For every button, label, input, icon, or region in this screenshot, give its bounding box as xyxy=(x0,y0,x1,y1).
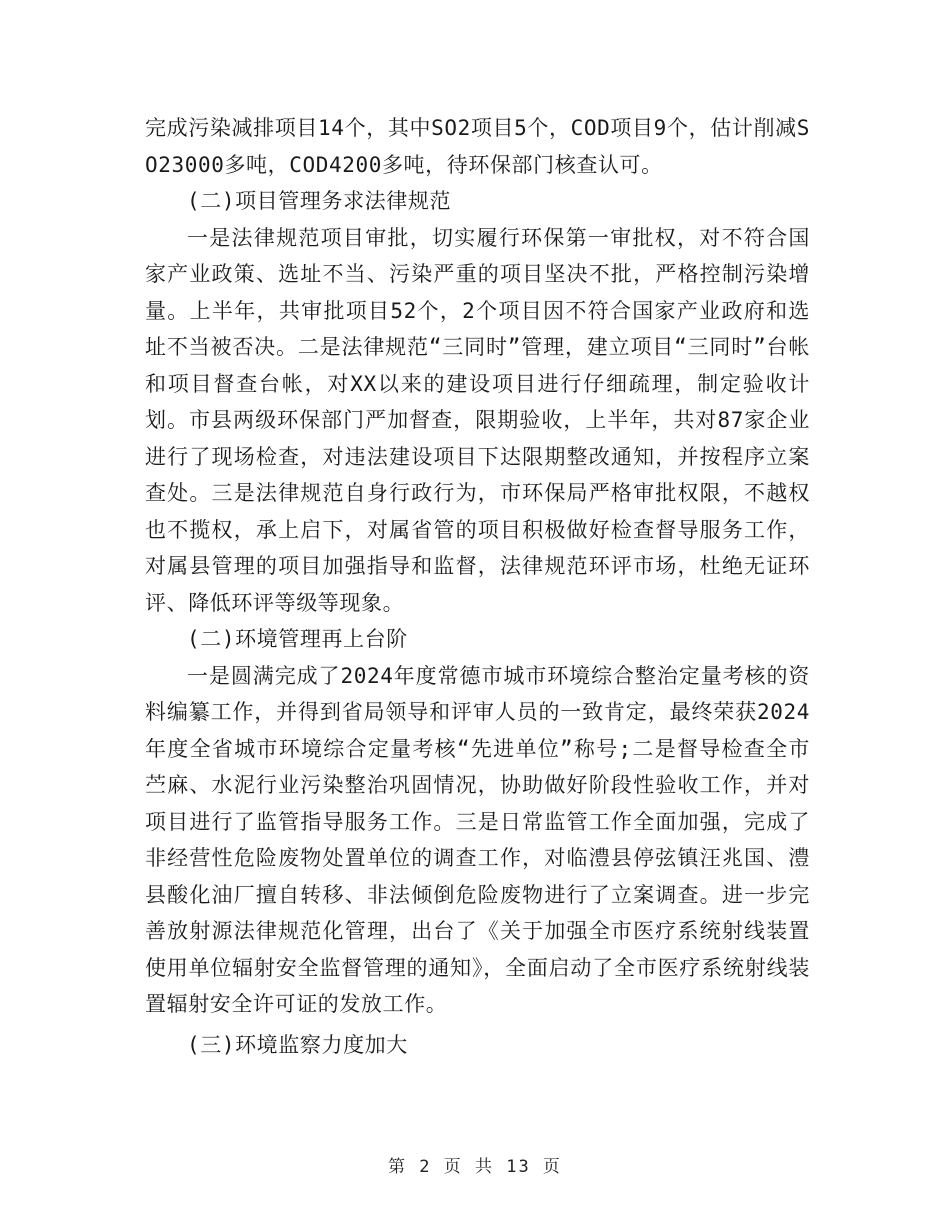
page-number-footer: 第 2 页 共 13 页 xyxy=(388,1157,562,1177)
section-heading: (二)环境管理再上台阶 xyxy=(187,627,408,651)
document-body xyxy=(145,110,810,1063)
paragraph-body: 完成污染减排项目14个，其中SO2项目5个，COD项目9个，估计削减SO23000多吨，COD4200多吨，待环保部门核查认可。 xyxy=(145,116,810,177)
paragraph-body: 一是圆满完成了2024年度常德市城市环境综合整治定量考核的资料编纂工作，并得到省局领导和评审人员的一致肯定，最终荣获2024年度全省城市环境综合定量考核“先进单位”称号;二是督导检查全市苎麻、水泥行业污染整治巩固情况，协助做好阶段性验收工作，并对项目进行了监管指导服务工作。三是日常监管工作全面加强，完成了非经营性危险废物处置单位的调查工作，对临澧县停弦镇汪兆国、澧县酸化油厂擅自转移、非法倾倒危险废物进行了立案调查。进一步完善放射源法律规范化管理，出台了《关于加强全市医疗系统射线装置使用单位辐射安全监督管理的通知》，全面启动了全市医疗系统射线装置辐射安全许可证的发放工作。 xyxy=(145,663,810,1016)
section-heading: (二)项目管理务求法律规范 xyxy=(187,189,452,213)
section-heading: (三)环境监察力度加大 xyxy=(187,1032,408,1057)
paragraph-body: 一是法律规范项目审批，切实履行环保第一审批权，对不符合国家产业政策、选址不当、污染严重的项目坚决不批，严格控制污染增量。上半年，共审批项目52个，2个项目因不符合国家产业政府和选址不当被否决。二是法律规范“三同时”管理，建立项目“三同时”台帐和项目督查台帐，对XX以来的建设项目进行仔细疏理，制定验收计划。市县两级环保部门严加督查，限期验收，上半年，共对87家企业进行了现场检查，对违法建设项目下达限期整改通知，并按程序立案查处。三是法律规范自身行政行为，市环保局严格审批权限，不越权也不揽权，承上启下，对属省管的项目积极做好检查督导服务工作，对属县管理的项目加强指导和监督，法律规范环评市场，杜绝无证环评、降低环评等级等现象。 xyxy=(145,225,810,615)
